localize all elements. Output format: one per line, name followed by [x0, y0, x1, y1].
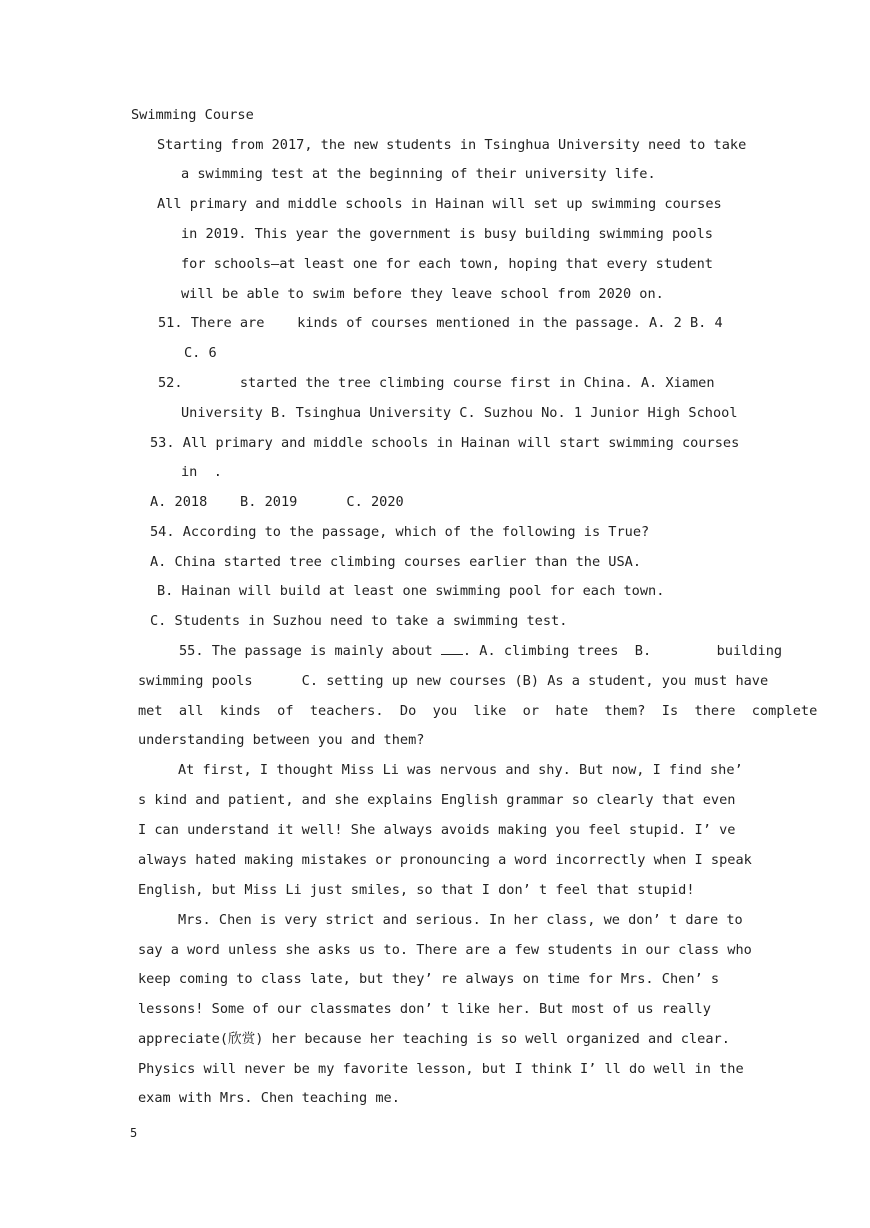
question-54-option-c: C. Students in Suzhou need to take a swimming test. — [150, 613, 568, 629]
text-line: appreciate(欣赏) her because her teaching is so well organized and clear. — [138, 1031, 730, 1047]
question-55-options: . A. climbing trees B. building — [462, 643, 783, 659]
text-line: swimming pools C. setting up new courses (B) As a student, you must have — [138, 673, 769, 689]
text-line: lessons! Some of our classmates don’ t like her. But most of us really — [138, 1001, 711, 1017]
text-line: a swimming test at the beginning of their university life. — [181, 166, 656, 182]
question-54: 54. According to the passage, which of the following is True? — [150, 524, 650, 540]
question-55-text: 55. The passage is mainly about — [179, 643, 433, 659]
section-title: Swimming Course — [131, 107, 254, 123]
text-line: will be able to swim before they leave school from 2020 on. — [181, 286, 664, 302]
answer-blank — [441, 643, 463, 655]
text-line: Physics will never be my favorite lesson, but I think I’ ll do well in the — [138, 1061, 744, 1077]
question-52: 52. started the tree climbing course first in China. A. Xiamen — [158, 375, 715, 391]
text-line: say a word unless she asks us to. There are a few students in our class who — [138, 942, 752, 958]
question-55 — [179, 643, 782, 659]
text-line: understanding between you and them? — [138, 732, 425, 748]
text-line: met all kinds of teachers. Do you like or hate them? Is there complete — [138, 703, 818, 719]
text-line: always hated making mistakes or pronouncing a word incorrectly when I speak — [138, 852, 752, 868]
question-51-option: C. 6 — [184, 345, 217, 361]
text-line: English, but Miss Li just smiles, so that I don’ t feel that stupid! — [138, 882, 695, 898]
question-54-option-b: B. Hainan will build at least one swimming pool for each town. — [157, 583, 665, 599]
question-53: 53. All primary and middle schools in Hainan will start swimming courses — [150, 435, 740, 451]
question-53-cont: in . — [181, 464, 222, 480]
text-line: keep coming to class late, but they’ re always on time for Mrs. Chen’ s — [138, 971, 720, 987]
text-line: exam with Mrs. Chen teaching me. — [138, 1090, 400, 1106]
text-line: s kind and patient, and she explains English grammar so clearly that even — [138, 792, 736, 808]
question-52-options: University B. Tsinghua University C. Suzhou No. 1 Junior High School — [181, 405, 738, 421]
text-line: for schools—at least one for each town, hoping that every student — [181, 256, 713, 272]
question-53-options: A. 2018 B. 2019 C. 2020 — [150, 494, 404, 510]
text-line: in 2019. This year the government is busy building swimming pools — [181, 226, 713, 242]
text-line: Mrs. Chen is very strict and serious. In her class, we don’ t dare to — [178, 912, 743, 928]
text-line: I can understand it well! She always avoids making you feel stupid. I’ ve — [138, 822, 736, 838]
text-line: Starting from 2017, the new students in Tsinghua University need to take — [157, 137, 747, 153]
text-line: All primary and middle schools in Hainan will set up swimming courses — [157, 196, 722, 212]
question-51: 51. There are kinds of courses mentioned in the passage. A. 2 B. 4 — [158, 315, 723, 331]
text-line: At first, I thought Miss Li was nervous and shy. But now, I find she’ — [178, 762, 743, 778]
page-number: 5 — [130, 1126, 138, 1140]
question-54-option-a: A. China started tree climbing courses earlier than the USA. — [150, 554, 642, 570]
